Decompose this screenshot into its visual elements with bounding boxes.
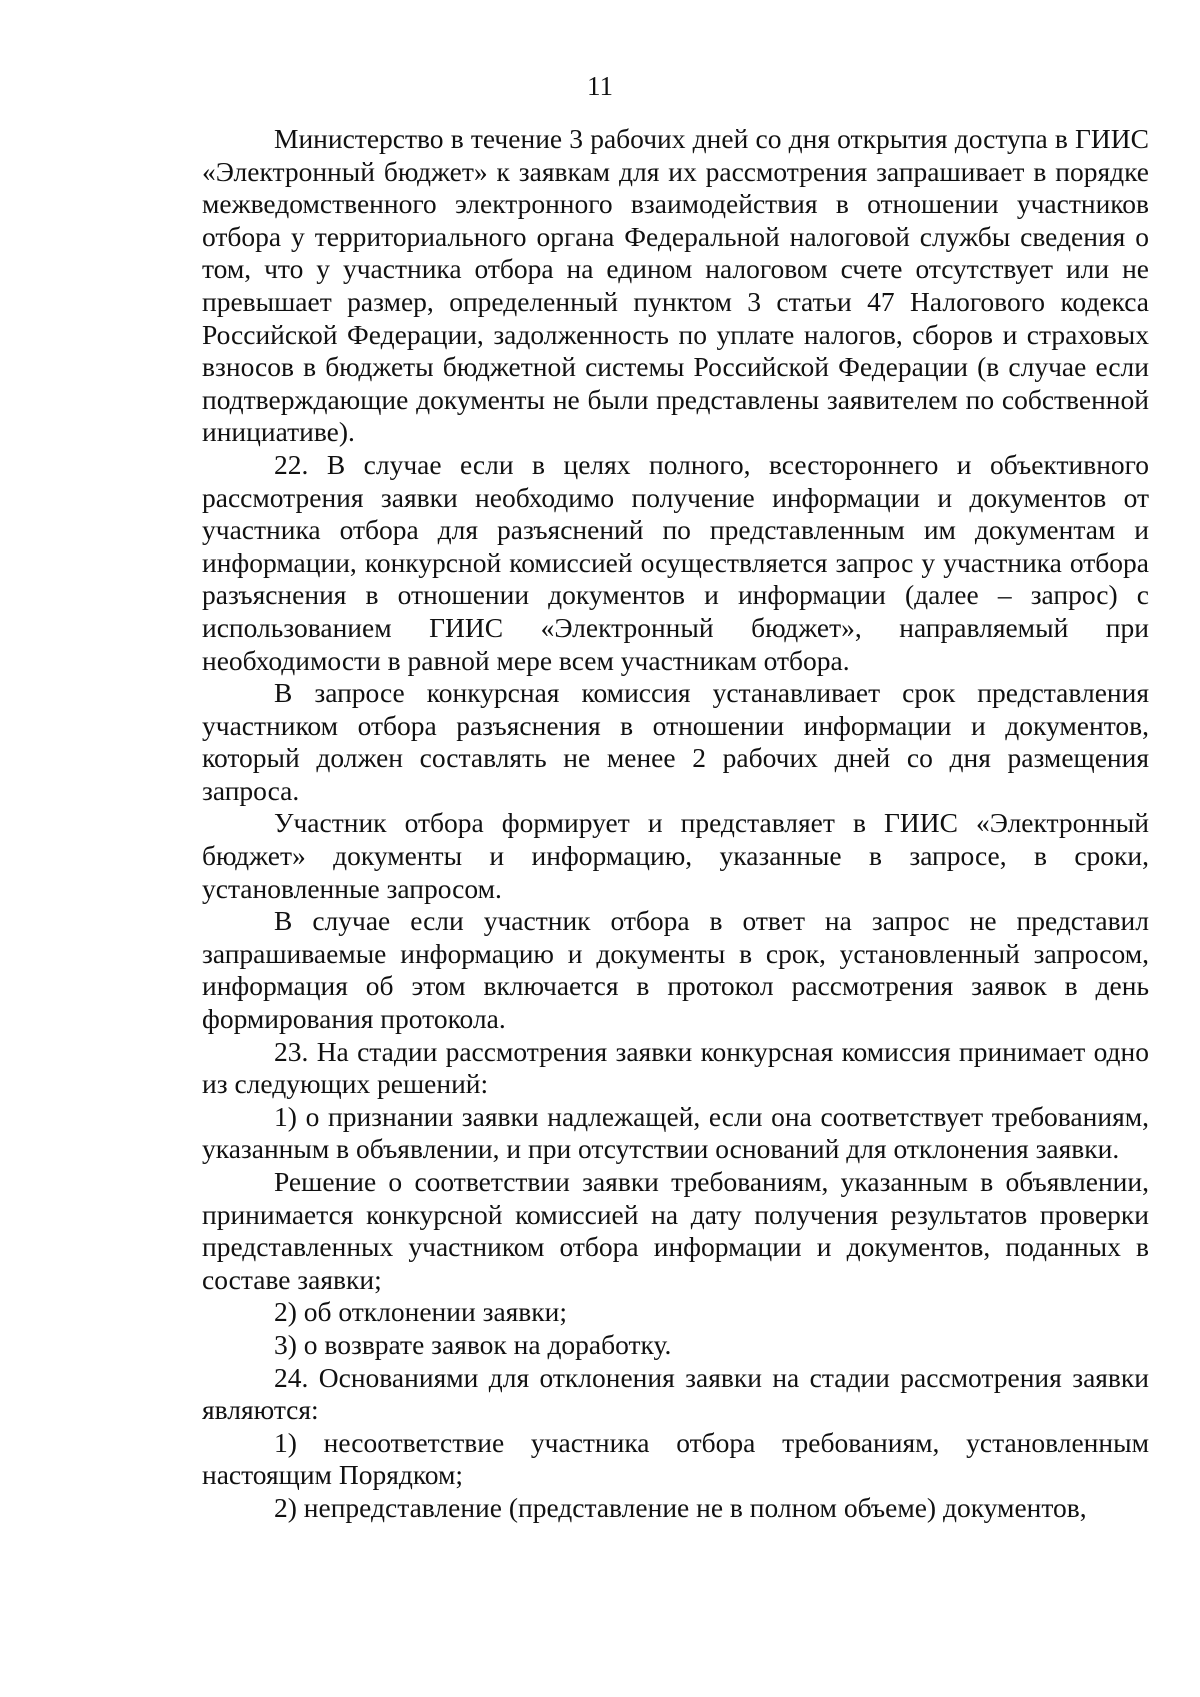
list-item-23-3: 3) о возврате заявок на доработку. [274, 1328, 672, 1360]
paragraph-ministry-request: Министерство в течение 3 рабочих дней со дня открытия доступа в ГИИС «Электронный бюджет» к заявкам для их рассмотрения запрашивает в порядке межведомственного электронного взаимодействия в отношении участников отбора у территориального органа Федеральной налоговой службы сведения о том, что у участника отбора на едином налоговом счете отсутствует или не превышает размер, определенный пунктом 3 статьи 47 Налогового кодекса Российской Федерации, задолженность по уплате налогов, сборов и страховых взносов в бюджеты бюджетной системы Российской Федерации (в случае если подтверждающие документы не были представлены заявителем по собственной инициативе). [202, 123, 1149, 448]
paragraph-request-deadline: В запросе конкурсная комиссия устанавливает срок представления участником отбора разъяснения в отношении информации и документов, который должен составлять не менее 2 рабочих дней со дня размещения запроса. [202, 677, 1149, 806]
list-item-24-1: 1) несоответствие участника отбора требованиям, установленным настоящим Порядком; [202, 1426, 1149, 1491]
paragraph-participant-submits: Участник отбора формирует и представляет в ГИИС «Электронный бюджет» документы и информацию, указанные в запросе, в сроки, установленные запросом. [202, 807, 1149, 904]
page-number: 11 [587, 71, 613, 101]
paragraph-23: 23. На стадии рассмотрения заявки конкурсная комиссия принимает одно из следующих решений: [202, 1035, 1149, 1100]
list-item-24-2: 2) непредставление (представление не в полном объеме) документов, [274, 1491, 1087, 1523]
paragraph-24: 24. Основаниями для отклонения заявки на стадии рассмотрения заявки являются: [202, 1361, 1149, 1426]
paragraph-compliance-decision: Решение о соответствии заявки требованиям, указанным в объявлении, принимается конкурсной комиссией на дату получения результатов проверки представленных участником отбора информации и документов, поданных в составе заявки; [202, 1166, 1149, 1295]
document-body [202, 123, 1149, 1525]
paragraph-22: 22. В случае если в целях полного, всестороннего и объективного рассмотрения заявки необходимо получение информации и документов от участника отбора для разъяснений по представленным им документам и информации, конкурсной комиссией осуществляется запрос у участника отбора разъяснения в отношении документов и информации (далее – запрос) с использованием ГИИС «Электронный бюджет», направляемый при необходимости в равной мере всем участникам отбора. [202, 448, 1149, 676]
list-item-23-2: 2) об отклонении заявки; [274, 1296, 568, 1328]
paragraph-not-submitted: В случае если участник отбора в ответ на запрос не представил запрашиваемые информацию и документы в срок, установленный запросом, информация об этом включается в протокол рассмотрения заявок в день формирования протокола. [202, 905, 1149, 1035]
list-item-23-1: 1) о признании заявки надлежащей, если она соответствует требованиям, указанным в объявлении, и при отсутствии оснований для отклонения заявки. [202, 1100, 1149, 1165]
